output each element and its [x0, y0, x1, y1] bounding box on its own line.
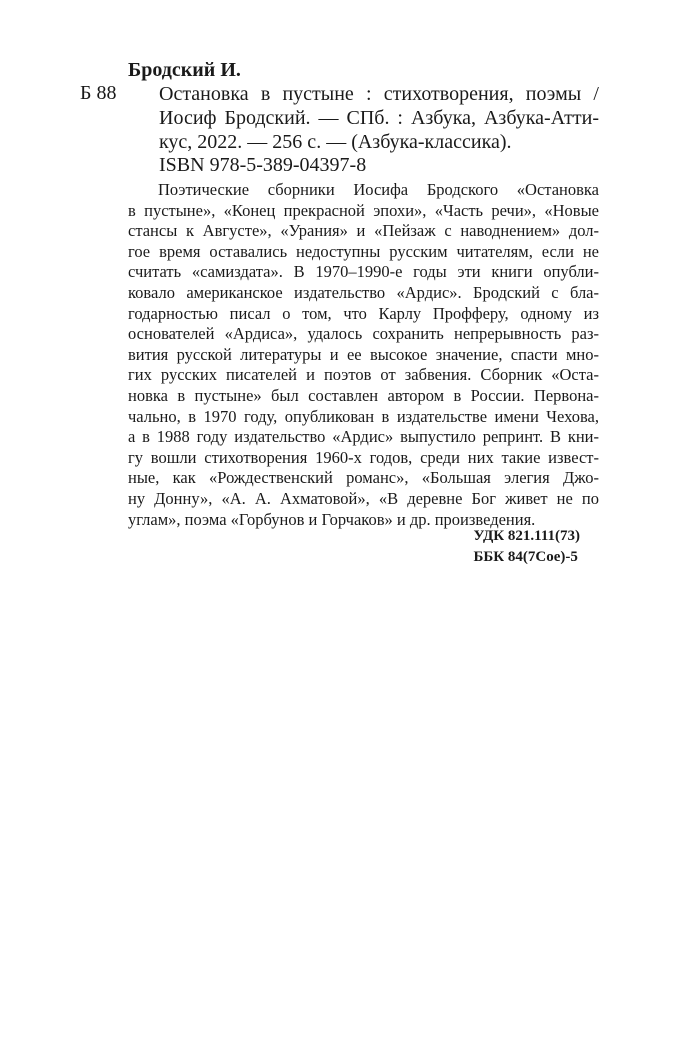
annotation-line: стансы к Августе», «Урания» и «Пейзаж с наводнением» дол- [128, 221, 599, 241]
annotation-line: новка в пустыне» был составлен автором в России. Первона- [128, 385, 599, 405]
annotation-line: Поэтические сборники Иосифа Бродского «Остановка [158, 180, 599, 199]
bibliographic-line: Иосиф Бродский. — СПб. : Азбука, Азбука-Атти- [159, 107, 599, 129]
bbk-code: ББК 84(7Сое)-5 [473, 549, 578, 565]
isbn: ISBN 978-5-389-04397-8 [159, 154, 367, 176]
annotation-line: гих русских писателей и поэтов от забвения. Сборник «Оста- [128, 365, 599, 385]
annotation-line: гое время оставались недоступны русским читателям, если не [128, 241, 599, 261]
classification-codes [473, 526, 580, 568]
bibliographic-line: кус, 2022. — 256 с. — (Азбука-классика). [159, 131, 512, 153]
annotation-line: в пустыне», «Конец прекрасной эпохи», «Часть речи», «Новые [128, 200, 599, 220]
annotation-line: а в 1988 году издательство «Ардис» выпустило репринт. В кни- [128, 427, 599, 447]
annotation-line: ковало американское издательство «Ардис». Бродский с бла- [128, 282, 599, 302]
annotation-line: считать «самиздата». В 1970–1990-е годы эти книги опубли- [128, 262, 599, 282]
udc-code: УДК 821.111(73) [473, 528, 580, 544]
bibliographic-line: Остановка в пустыне : стихотворения, поэмы / [159, 83, 599, 105]
author-heading: Бродский И. [128, 59, 241, 81]
annotation-line: основателей «Ардиса», удалось сохранить непрерывность раз- [128, 324, 599, 344]
annotation-line: вития русской литературы и ее высокое значение, спасти мно- [128, 344, 599, 364]
bibliographic-description [159, 82, 599, 154]
annotation-line: годарностью писал о том, что Карлу Профферу, одному из [128, 303, 599, 323]
annotation-line: гу вошли стихотворения 1960-х годов, среди них такие извест- [128, 447, 599, 467]
annotation-line: углам», поэма «Горбунов и Горчаков» и др. произведения. [128, 509, 536, 529]
author-code: Б 88 [80, 82, 117, 104]
annotation-line: чально, в 1970 году, опубликован в издательстве имени Чехова, [128, 406, 599, 426]
annotation-line: ну Донну», «А. А. Ахматовой», «В деревне Бог живет не по [128, 488, 599, 508]
annotation-line: ные, как «Рождественский романс», «Большая элегия Джо- [128, 468, 599, 488]
annotation [128, 180, 599, 530]
